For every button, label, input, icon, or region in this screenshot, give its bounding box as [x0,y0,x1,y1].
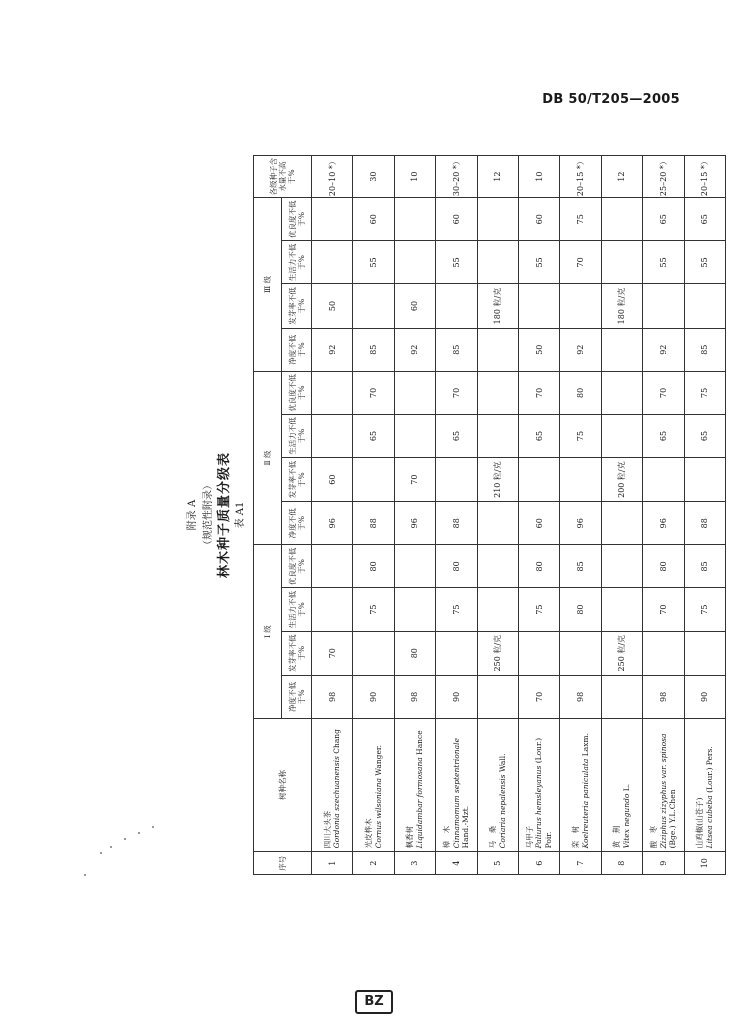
species-author: Hance [414,730,424,755]
g2-value-cell [518,458,559,502]
g1-value-cell: 85 [560,545,601,588]
seq-cell: 4 [436,852,477,875]
g1-value-cell: 75 [436,588,477,631]
species-author: (Lour.) Poir. [534,737,553,849]
species-cell [436,718,477,852]
scan-speck [84,874,86,876]
seq-cell: 3 [394,852,435,875]
g3-value-cell: 65 [684,198,725,241]
g2-value-cell: 75 [684,371,725,414]
seed-grading-table [253,155,726,875]
g2-value-cell [601,371,642,414]
g1-value-cell [477,675,518,718]
g1-value-cell [601,675,642,718]
species-cell [560,718,601,852]
g2-value-cell: 80 [560,371,601,414]
g1-value-cell [601,545,642,588]
g2-value-cell: 65 [684,414,725,457]
g3-value-cell [353,284,394,328]
g2-value-cell [312,414,353,457]
g3-value-cell: 55 [353,241,394,284]
g2-value-cell: 65 [518,414,559,457]
species-chinese-name: 马 桑 [488,825,498,849]
species-latin-name: Ziziphus zizyphus var. spinosa [658,733,668,849]
header-viability: 生活力不低于% [282,414,312,457]
header-purity: 净度不低于% [282,502,312,545]
g3-value-cell [394,241,435,284]
header-germination: 发芽率不低于% [282,631,312,675]
species-chinese-name: 马甲子 [524,825,534,849]
g3-value-cell [684,284,725,328]
header-grade-1: Ⅰ 级 [254,545,282,719]
species-latin-name: Cinnamomum septentrionale [451,738,461,849]
g1-value-cell: 90 [436,675,477,718]
g2-value-cell [643,458,684,502]
g2-value-cell: 60 [518,502,559,545]
g1-value-cell [436,631,477,675]
species-latin-line [534,720,553,849]
g1-value-cell: 250 粒/克 [477,631,518,675]
g1-value-cell: 85 [684,545,725,588]
seq-cell: 7 [560,852,601,875]
header-purity: 净度不低于% [282,328,312,371]
g2-value-cell [477,502,518,545]
publisher-logo: BZ [355,990,393,1014]
species-latin-line [659,720,678,849]
rotated-table-page [185,155,725,875]
seq-cell: 2 [353,852,394,875]
table-row [560,156,601,875]
g3-value-cell: 65 [643,198,684,241]
g2-value-cell: 65 [353,414,394,457]
g2-value-cell: 88 [436,502,477,545]
header-grade-3: Ⅲ 级 [254,198,282,372]
g2-value-cell: 96 [643,502,684,545]
seq-cell: 5 [477,852,518,875]
g2-value-cell [394,371,435,414]
species-latin-line [622,720,632,849]
g3-value-cell: 92 [394,328,435,371]
g3-value-cell: 92 [312,328,353,371]
table-row [353,156,394,875]
table-number: 表 A1 [235,501,246,529]
g3-value-cell: 60 [353,198,394,241]
g2-value-cell: 210 粒/克 [477,458,518,502]
scan-speck [138,832,140,834]
species-latin-line [581,720,591,849]
g3-value-cell [312,198,353,241]
g1-value-cell: 98 [394,675,435,718]
moisture-cell: 30–20 *） [436,156,477,198]
seq-cell: 6 [518,852,559,875]
header-quality: 优良度不低于% [282,545,312,588]
header-purity: 净度不低于% [282,675,312,718]
species-cell [684,718,725,852]
species-author: Wall. [497,753,507,773]
g3-value-cell: 55 [643,241,684,284]
species-author: Hand.-Mzt. [461,805,471,849]
species-cell [477,718,518,852]
g1-value-cell: 80 [436,545,477,588]
species-cell [312,718,353,852]
species-latin-line [332,720,342,849]
moisture-cell: 20–15 *） [560,156,601,198]
species-author: Wanger. [373,744,383,776]
table-row [436,156,477,875]
species-latin-name: Paliurus hemsleyanus [534,765,544,849]
g2-value-cell: 96 [560,502,601,545]
g3-value-cell: 55 [518,241,559,284]
species-latin-line [415,720,425,849]
g1-value-cell: 80 [394,631,435,675]
moisture-cell: 20–15 *） [684,156,725,198]
g2-value-cell: 88 [353,502,394,545]
species-latin-name: Cornus wilsoniana [373,778,383,849]
g1-value-cell: 80 [643,545,684,588]
g1-value-cell: 70 [518,675,559,718]
seq-cell: 9 [643,852,684,875]
species-cell [394,718,435,852]
g1-value-cell: 70 [312,631,353,675]
g1-value-cell [394,545,435,588]
g2-value-cell [601,414,642,457]
g3-value-cell [601,241,642,284]
g1-value-cell [312,545,353,588]
g3-value-cell [477,328,518,371]
g3-value-cell: 50 [518,328,559,371]
g3-value-cell [312,241,353,284]
species-author: (Bge.) Y.L.Chen [668,789,678,849]
g3-value-cell: 180 粒/克 [477,284,518,328]
g1-value-cell: 75 [353,588,394,631]
species-latin-name: Vitex negundo [621,793,631,849]
g1-value-cell [477,545,518,588]
g2-value-cell: 70 [643,371,684,414]
species-latin-name: Liquidambar formosana [414,757,424,849]
seq-cell: 8 [601,852,642,875]
species-chinese-name: 山鸡椒(山苍子) [695,797,705,849]
g2-value-cell: 60 [312,458,353,502]
g3-value-cell: 70 [560,241,601,284]
g2-value-cell: 88 [684,502,725,545]
g3-value-cell [518,284,559,328]
g3-value-cell [477,241,518,284]
scan-speck [152,826,154,828]
g3-value-cell: 60 [518,198,559,241]
species-chinese-name: 枫香树 [405,825,415,849]
g1-value-cell [394,588,435,631]
g1-value-cell [643,631,684,675]
g3-value-cell: 55 [684,241,725,284]
g1-value-cell: 98 [560,675,601,718]
g1-value-cell: 90 [353,675,394,718]
species-latin-name: Coriaria nepalensis [497,774,507,849]
g1-value-cell [601,588,642,631]
table-row [643,156,684,875]
g3-value-cell: 92 [643,328,684,371]
g2-value-cell: 75 [560,414,601,457]
seq-cell: 10 [684,852,725,875]
g1-value-cell [684,631,725,675]
species-cell [353,718,394,852]
g2-value-cell [477,414,518,457]
g2-value-cell: 70 [436,371,477,414]
species-author: L. [621,783,631,792]
header-germination: 发芽率不低于% [282,458,312,502]
header-moisture: 各级种子含水量不高于% [254,156,312,198]
g2-value-cell [353,458,394,502]
g2-value-cell: 65 [643,414,684,457]
g1-value-cell: 80 [560,588,601,631]
species-cell [643,718,684,852]
species-latin-name: Gordonia szechuanensis [332,756,342,849]
g1-value-cell [312,588,353,631]
table-title: 林木种子质量分级表 [217,452,232,579]
g1-value-cell: 75 [518,588,559,631]
g2-value-cell: 70 [518,371,559,414]
g2-value-cell: 70 [353,371,394,414]
species-chinese-name: 黄 荆 [612,825,622,849]
g2-value-cell: 96 [312,502,353,545]
g2-value-cell [684,458,725,502]
g3-value-cell: 92 [560,328,601,371]
table-row [518,156,559,875]
g2-value-cell: 200 粒/克 [601,458,642,502]
g3-value-cell: 75 [560,198,601,241]
scan-speck [124,838,126,840]
g1-value-cell: 80 [353,545,394,588]
g2-value-cell [394,414,435,457]
g3-value-cell [601,328,642,371]
g2-value-cell [560,458,601,502]
g3-value-cell: 85 [353,328,394,371]
moisture-cell: 20–10 *） [312,156,353,198]
species-chinese-name: 酸 枣 [649,825,659,849]
g1-value-cell: 80 [518,545,559,588]
species-latin-line [498,720,508,849]
header-germination: 发芽率不低于% [282,284,312,328]
g1-value-cell [353,631,394,675]
header-grade-2: Ⅱ 级 [254,371,282,545]
species-latin-line [452,720,471,849]
standard-code: DB 50/T205—2005 [542,92,680,107]
moisture-cell: 12 [601,156,642,198]
g2-value-cell: 65 [436,414,477,457]
g3-value-cell [477,198,518,241]
appendix-label: 附录 A [187,499,198,531]
moisture-cell: 12 [477,156,518,198]
g1-value-cell: 98 [312,675,353,718]
g2-value-cell [312,371,353,414]
seq-cell: 1 [312,852,353,875]
g3-value-cell [394,198,435,241]
g2-value-cell [477,371,518,414]
g1-value-cell: 98 [643,675,684,718]
g3-value-cell: 180 粒/克 [601,284,642,328]
table-row [601,156,642,875]
g1-value-cell [560,631,601,675]
species-author: Laxm. [580,733,590,757]
appendix-nature: （规范性附录） [203,480,214,550]
g2-value-cell [601,502,642,545]
g1-value-cell [518,631,559,675]
table-row [394,156,435,875]
moisture-cell: 10 [394,156,435,198]
header-viability: 生活力不低于% [282,241,312,284]
species-cell [518,718,559,852]
g1-value-cell [477,588,518,631]
header-species: 树种名称 [254,718,312,852]
g2-value-cell: 96 [394,502,435,545]
species-author: Chang [332,729,342,754]
table-body [312,156,726,875]
species-author: (Lour.) Pers. [704,746,714,793]
g3-value-cell: 85 [436,328,477,371]
header-viability: 生活力不低于% [282,588,312,631]
scan-speck [100,852,102,854]
g3-value-cell [560,284,601,328]
species-chinese-name: 樟 木 [442,825,452,849]
g3-value-cell: 85 [684,328,725,371]
species-latin-line [374,720,384,849]
g1-value-cell: 250 粒/克 [601,631,642,675]
g2-value-cell: 70 [394,458,435,502]
title-block [185,155,249,875]
g3-value-cell: 55 [436,241,477,284]
moisture-cell: 10 [518,156,559,198]
g1-value-cell: 75 [684,588,725,631]
scan-speck [110,846,112,848]
g1-value-cell: 90 [684,675,725,718]
species-latin-line [705,720,715,849]
table-row [312,156,353,875]
table-row [684,156,725,875]
species-chinese-name: 栾 树 [571,825,581,849]
species-cell [601,718,642,852]
header-seq: 序号 [254,852,312,875]
header-quality: 优良度不低于% [282,198,312,241]
g3-value-cell [643,284,684,328]
species-latin-name: Koelreuteria paniculata [580,758,590,849]
g3-value-cell: 50 [312,284,353,328]
header-quality: 优良度不低于% [282,371,312,414]
g3-value-cell: 60 [394,284,435,328]
g1-value-cell: 70 [643,588,684,631]
g2-value-cell [436,458,477,502]
table-row [477,156,518,875]
species-chinese-name: 光皮桦木 [364,818,374,849]
moisture-cell: 25–20 *） [643,156,684,198]
species-latin-name: Litsea cubeba [704,795,714,849]
g3-value-cell: 60 [436,198,477,241]
moisture-cell: 30 [353,156,394,198]
species-chinese-name: 四川大头茶 [322,810,332,849]
g3-value-cell [601,198,642,241]
g3-value-cell [436,284,477,328]
